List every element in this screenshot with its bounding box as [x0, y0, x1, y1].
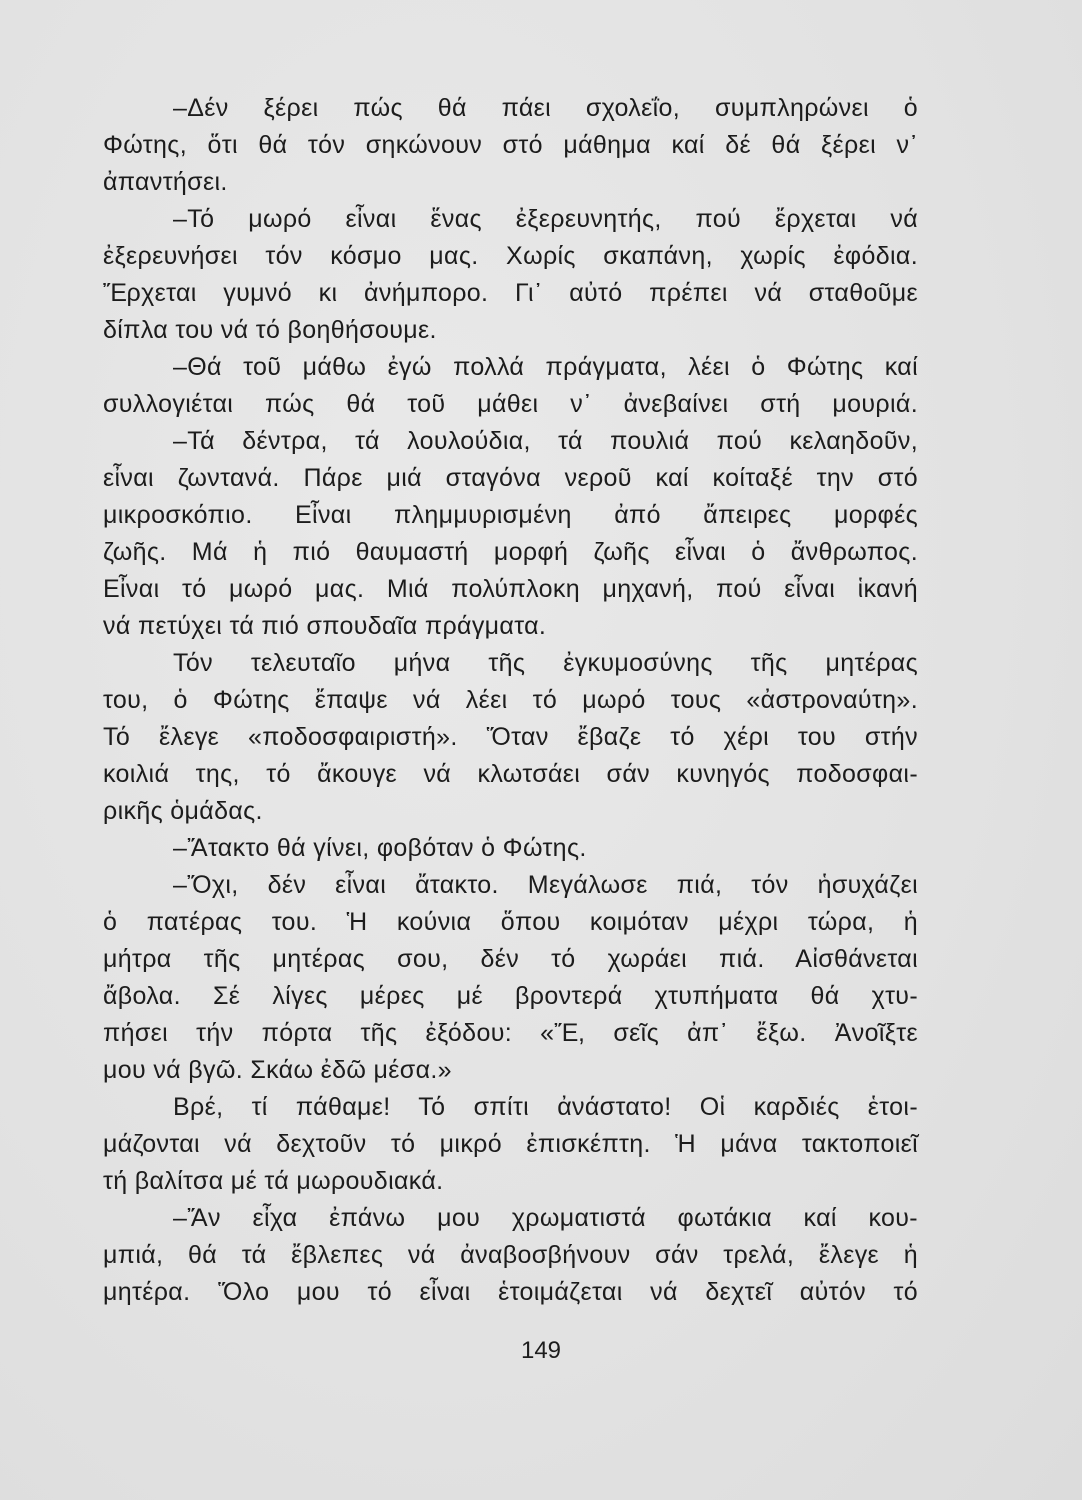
text-line: κοιλιά της, τό ἄκουγε νά κλωτσάει σάν κυνηγός ποδοσφαι- — [103, 760, 918, 788]
text-line: Εἶναι τό μωρό μας. Μιά πολύπλοκη μηχανή, πού εἶναι ἱκανή — [103, 575, 918, 603]
body-text — [103, 90, 918, 1311]
text-line: τή βαλίτσα μέ τά μωρουδιακά. — [103, 1167, 444, 1195]
text-line: μου νά βγῶ. Σκάω ἐδῶ μέσα.» — [103, 1056, 452, 1084]
text-line: ρικῆς ὁμάδας. — [103, 797, 263, 825]
text-line: –Ἄτακτο θά γίνει, φοβόταν ὁ Φώτης. — [173, 834, 587, 862]
text-line: Βρέ, τί πάθαμε! Τό σπίτι ἀνάστατο! Οἱ καρδιές ἑτοι- — [173, 1093, 918, 1121]
text-line: μικροσκόπιο. Εἶναι πλημμυρισμένη ἀπό ἄπειρες μορφές — [103, 501, 918, 529]
text-line: μήτρα τῆς μητέρας σου, δέν τό χωράει πιά. Αἰσθάνεται — [103, 945, 918, 973]
text-line: πήσει τήν πόρτα τῆς ἐξόδου: «Ἔ, σεῖς ἀπ᾽ ἔξω. Ἀνοῖξτε — [103, 1019, 918, 1047]
text-line: ἄβολα. Σέ λίγες μέρες μέ βροντερά χτυπήματα θά χτυ- — [103, 982, 918, 1010]
text-line: ὁ πατέρας του. Ἡ κούνια ὅπου κοιμόταν μέχρι τώρα, ἡ — [103, 908, 918, 936]
text-line: Τόν τελευταῖο μήνα τῆς ἐγκυμοσύνης τῆς μητέρας — [173, 649, 918, 677]
text-line: του, ὁ Φώτης ἔπαψε νά λέει τό μωρό τους «ἀστροναύτη». — [103, 686, 918, 714]
text-line: εἶναι ζωντανά. Πάρε μιά σταγόνα νεροῦ καί κοίταξέ την στό — [103, 464, 918, 492]
text-line: ἐξερευνήσει τόν κόσμο μας. Χωρίς σκαπάνη, χωρίς ἐφόδια. — [103, 242, 918, 270]
text-line: Φώτης, ὅτι θά τόν σηκώνουν στό μάθημα καί δέ θά ξέρει ν᾽ — [103, 131, 918, 159]
text-line: μητέρα. Ὅλο μου τό εἶναι ἑτοιμάζεται νά δεχτεῖ αὐτόν τό — [103, 1278, 918, 1306]
text-line: ἀπαντήσει. — [103, 168, 228, 196]
text-line: Τό ἔλεγε «ποδοσφαιριστή». Ὅταν ἔβαζε τό χέρι του στήν — [103, 723, 918, 751]
text-line: –Τό μωρό εἶναι ἕνας ἐξερευνητής, πού ἔρχεται νά — [173, 205, 918, 233]
text-line: ζωῆς. Μά ἡ πιό θαυμαστή μορφή ζωῆς εἶναι ὁ ἄνθρωπος. — [103, 538, 918, 566]
text-line: συλλογιέται πώς θά τοῦ μάθει ν᾽ ἀνεβαίνει στή μουριά. — [103, 390, 918, 418]
text-line: Ἔρχεται γυμνό κι ἀνήμπορο. Γι᾽ αὐτό πρέπει νά σταθοῦμε — [103, 279, 918, 307]
text-line: δίπλα του νά τό βοηθήσουμε. — [103, 316, 437, 344]
text-line: νά πετύχει τά πιό σπουδαῖα πράγματα. — [103, 612, 547, 640]
text-line: μπιά, θά τά ἔβλεπες νά ἀναβοσβήνουν σάν τρελά, ἔλεγε ἡ — [103, 1241, 918, 1269]
text-line: –Ἄν εἶχα ἐπάνω μου χρωματιστά φωτάκια καί κου- — [173, 1204, 918, 1232]
text-line: –Δέν ξέρει πώς θά πάει σχολεΐο, συμπληρώνει ὁ — [173, 94, 918, 122]
text-line: –Ὄχι, δέν εἶναι ἄτακτο. Μεγάλωσε πιά, τόν ἡσυχάζει — [173, 871, 918, 899]
text-line: –Θά τοῦ μάθω ἐγώ πολλά πράγματα, λέει ὁ Φώτης καί — [173, 353, 918, 381]
text-line: –Τά δέντρα, τά λουλούδια, τά πουλιά πού κελαηδοῦν, — [173, 427, 918, 455]
page-number: 149 — [520, 1337, 562, 1364]
text-line: μάζονται νά δεχτοῦν τό μικρό ἐπισκέπτη. Ἡ μάνα τακτοποιεῖ — [103, 1130, 918, 1158]
